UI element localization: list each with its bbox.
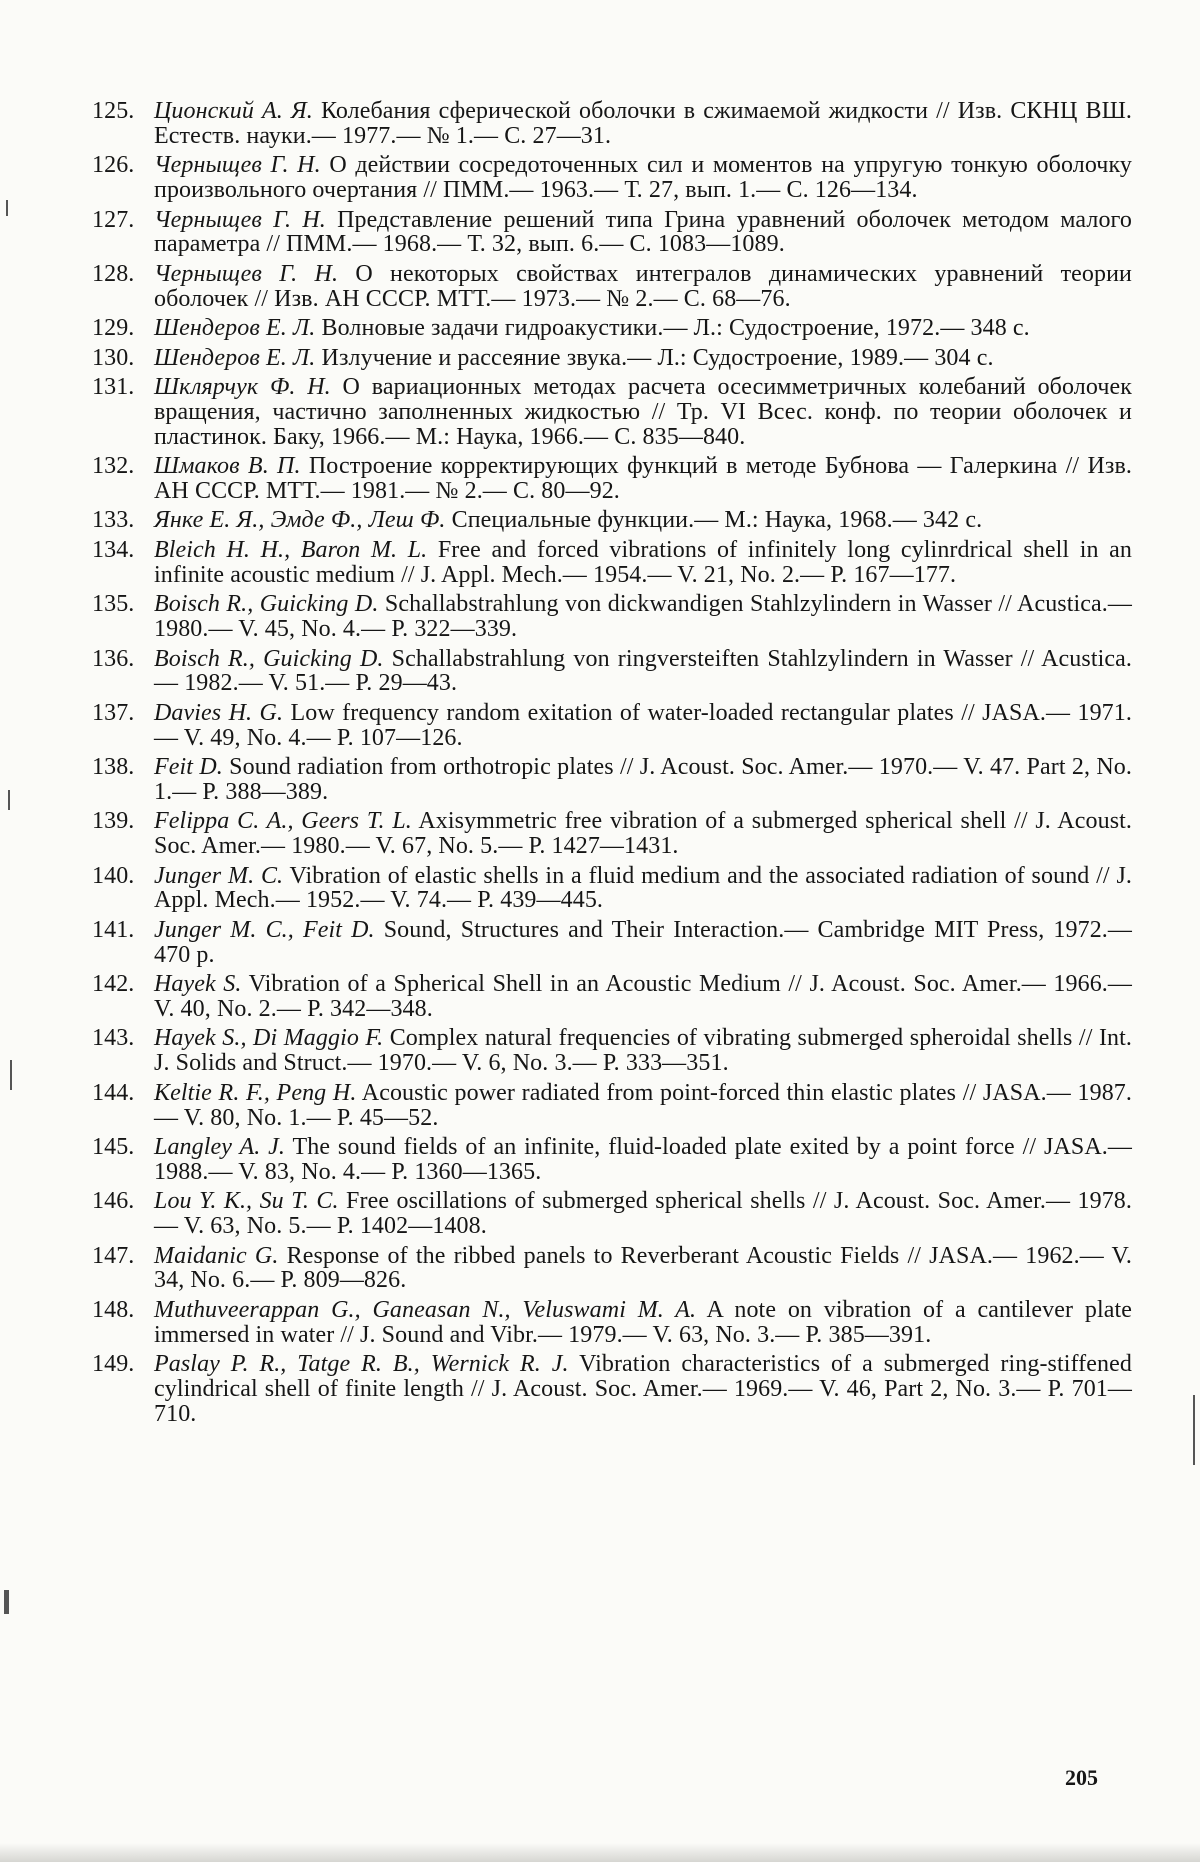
reference-authors: Ционский А. Я. <box>154 98 313 124</box>
reference-number: 131. <box>92 374 135 401</box>
reference-authors: Boisch R., Guicking D. <box>154 591 379 618</box>
reference-number: 133. <box>92 507 135 534</box>
reference-number: 140. <box>92 862 135 889</box>
reference-text: Response of the ribbed panels to Reverberant Acoustic Fields // JASA.— 1962.— V. 34, No. 6.— P. 809—826. <box>154 1242 1132 1294</box>
reference-number: 126. <box>92 152 135 179</box>
reference-number: 130. <box>92 344 135 371</box>
reference-item <box>92 208 1132 258</box>
reference-text: Schallabstrahlung von ringversteiften Stahlzylindern in Wasser // Acustica.— 1982.— V. 51.— P. 29—43. <box>154 645 1132 697</box>
reference-number: 144. <box>92 1079 135 1106</box>
reference-item <box>92 701 1132 751</box>
reference-text: О вариационных методах расчета осесимметричных колебаний оболочек вращения, частично заполненных жидкостью // Тр. VI Всес. конф. по теории оболочек и пластинок. Баку, 1966.— М.: Наука, 1966.— С. 835—840. <box>154 374 1133 450</box>
reference-number: 138. <box>92 754 135 781</box>
scan-edge-mark <box>1193 1395 1195 1465</box>
reference-text: Специальные функции.— М.: Наука, 1968.— 342 с. <box>451 507 983 534</box>
scan-bottom-shadow <box>0 1843 1200 1862</box>
reference-item <box>92 809 1132 859</box>
reference-number: 135. <box>92 591 135 618</box>
reference-item <box>92 1189 1132 1239</box>
reference-number: 139. <box>92 808 135 835</box>
reference-item <box>92 346 1132 371</box>
reference-item <box>92 1352 1132 1426</box>
reference-text: Axisymmetric free vibration of a submerged spherical shell // J. Acoust. Soc. Amer.— 1980.— V. 67, No. 5.— P. 1427—1431. <box>154 808 1132 860</box>
reference-text: Sound, Structures and Their Interaction.— Cambridge MIT Press, 1972.— 470 p. <box>154 916 1132 968</box>
reference-authors: Felippa C. A., Geers T. L. <box>154 808 412 835</box>
reference-authors: Lou Y. K., Su T. C. <box>154 1188 339 1215</box>
reference-authors: Шендеров Е. Л. <box>154 344 316 371</box>
reference-number: 137. <box>92 699 135 726</box>
reference-text: Vibration of a Spherical Shell in an Acoustic Medium // J. Acoust. Soc. Amer.— 1966.— V. 40, No. 2.— P. 342—348. <box>154 971 1133 1022</box>
reference-text: Vibration of elastic shells in a fluid medium and the associated radiation of sound // J. Appl. Mech.— 1952.— V. 74.— P. 439—445. <box>154 862 1132 914</box>
reference-number: 136. <box>92 645 135 672</box>
reference-item <box>92 375 1132 449</box>
reference-authors: Keltie R. F., Peng H. <box>154 1079 357 1106</box>
reference-text: О действии сосредоточенных сил и моментов на упругую тонкую оболочку произвольного очертания // ПММ.— 1963.— Т. 27, вып. 1.— С. 126—134. <box>154 152 1132 204</box>
reference-authors: Junger M. C., Feit D. <box>154 916 375 943</box>
reference-item <box>92 262 1132 312</box>
reference-number: 125. <box>92 98 135 124</box>
reference-item <box>92 1298 1132 1348</box>
reference-item <box>92 1081 1132 1131</box>
reference-text: Schallabstrahlung von dickwandigen Stahlzylindern in Wasser // Acustica.— 1980.— V. 45, No. 4.— P. 322—339. <box>154 591 1132 643</box>
reference-authors: Langley A. J. <box>154 1134 286 1161</box>
scan-edge-mark <box>8 790 10 810</box>
reference-text: Complex natural frequencies of vibrating submerged spheroidal shells // Int. J. Solids and Struct.— 1970.— V. 6, No. 3.— P. 333—351. <box>154 1025 1133 1077</box>
reference-authors: Черныщев Г. Н. <box>154 152 321 179</box>
reference-text: Low frequency random exitation of water-loaded rectangular plates // JASA.— 1971.— V. 49, No. 4.— P. 107—126. <box>154 699 1132 751</box>
reference-text: О некоторых свойствах интегралов динамических уравнений теории оболочек // Изв. АН СССР. МТТ.— 1973.— № 2.— С. 68—76. <box>154 260 1132 312</box>
reference-authors: Junger M. C. <box>154 862 284 889</box>
scan-edge-mark <box>10 1060 12 1090</box>
reference-authors: Hayek S., Di Maggio F. <box>154 1025 384 1052</box>
reference-text: Построение корректирующих функций в методе Бубнова — Галеркина // Изв. АН СССР. МТТ.— 1981.— № 2.— С. 80—92. <box>154 453 1132 504</box>
reference-text: A note on vibration of a cantilever plate immersed in water // J. Sound and Vibr.— 1979.— V. 63, No. 3.— P. 385—391. <box>154 1296 1132 1348</box>
reference-text: Acoustic power radiated from point-forced thin elastic plates // JASA.— 1987.— V. 80, No. 1.— P. 45—52. <box>154 1079 1132 1131</box>
reference-item <box>92 647 1132 697</box>
reference-item <box>92 153 1132 203</box>
reference-item <box>92 1026 1132 1076</box>
page-number: 205 <box>1065 1765 1098 1790</box>
reference-text: The sound fields of an infinite, fluid-loaded plate exited by a point force // JASA.— 1988.— V. 83, No. 4.— P. 1360—1365. <box>154 1134 1133 1185</box>
reference-authors: Paslay P. R., Tatge R. B., Wernick R. J. <box>154 1351 569 1378</box>
reference-item <box>92 316 1132 341</box>
reference-text: Волновые задачи гидроакустики.— Л.: Судостроение, 1972.— 348 с. <box>321 315 1030 342</box>
reference-number: 128. <box>92 260 135 287</box>
reference-number: 129. <box>92 315 135 342</box>
reference-authors: Черныщев Г. Н. <box>154 260 339 287</box>
reference-number: 142. <box>92 971 135 998</box>
reference-authors: Bleich H. H., Baron M. L. <box>154 536 428 563</box>
reference-text: Колебания сферической оболочки в сжимаемой жидкости // Изв. СКНЦ ВШ. Естеств. науки.— 1977.— № 1.— С. 27—31. <box>154 98 1132 149</box>
reference-item <box>92 454 1132 504</box>
reference-number: 134. <box>92 536 135 563</box>
reference-authors: Davies H. G. <box>154 699 284 726</box>
reference-authors: Черныщев Г. Н. <box>154 206 326 233</box>
reference-authors: Шклярчук Ф. Н. <box>154 374 331 401</box>
scan-edge-mark <box>4 1590 9 1614</box>
reference-authors: Шмаков В. П. <box>154 453 301 480</box>
reference-authors: Muthuveerappan G., Ganeasan N., Veluswami M. A. <box>154 1296 697 1323</box>
reference-number: 149. <box>92 1351 135 1378</box>
reference-authors: Янке Е. Я., Эмде Ф., Леш Ф. <box>154 507 446 534</box>
reference-item <box>92 1135 1132 1185</box>
reference-item <box>92 1244 1132 1294</box>
reference-list <box>92 99 1132 1431</box>
reference-authors: Hayek S. <box>154 971 242 998</box>
reference-text: Представление решений типа Грина уравнений оболочек методом малого параметра // ПММ.— 1968.— Т. 32, вып. 6.— С. 1083—1089. <box>154 206 1132 258</box>
reference-number: 145. <box>92 1134 135 1161</box>
reference-item <box>92 99 1132 149</box>
reference-number: 147. <box>92 1242 135 1269</box>
reference-authors: Feit D. <box>154 754 223 781</box>
reference-item <box>92 592 1132 642</box>
reference-number: 132. <box>92 453 135 480</box>
reference-text: Излучение и рассеяние звука.— Л.: Судостроение, 1989.— 304 с. <box>321 344 994 371</box>
reference-text: Free and forced vibrations of infinitely long cylinrdrical shell in an infinite acoustic medium // J. Appl. Mech.— 1954.— V. 21, No. 2.— P. 167—177. <box>154 536 1133 588</box>
scan-edge-mark <box>6 200 8 216</box>
reference-number: 141. <box>92 916 135 943</box>
reference-item <box>92 508 1132 533</box>
reference-item <box>92 538 1132 588</box>
reference-number: 143. <box>92 1025 135 1052</box>
reference-authors: Maidanic G. <box>154 1242 279 1269</box>
reference-authors: Boisch R., Guicking D. <box>154 645 384 672</box>
reference-text: Vibration characteristics of a submerged ring-stiffened cylindrical shell of finite length // J. Acoust. Soc. Amer.— 1969.— V. 46, Part 2, No. 3.— P. 701—710. <box>154 1351 1132 1427</box>
reference-number: 148. <box>92 1296 135 1323</box>
reference-item <box>92 918 1132 968</box>
reference-authors: Шендеров Е. Л. <box>154 315 316 342</box>
reference-item <box>92 864 1132 914</box>
reference-text: Free oscillations of submerged spherical shells // J. Acoust. Soc. Amer.— 1978.— V. 63, No. 5.— P. 1402—1408. <box>154 1188 1132 1240</box>
reference-number: 146. <box>92 1188 135 1215</box>
reference-text: Sound radiation from orthotropic plates // J. Acoust. Soc. Amer.— 1970.— V. 47. Part 2, No. 1.— P. 388—389. <box>154 754 1132 805</box>
reference-item <box>92 972 1132 1022</box>
reference-item <box>92 755 1132 805</box>
reference-number: 127. <box>92 206 135 233</box>
